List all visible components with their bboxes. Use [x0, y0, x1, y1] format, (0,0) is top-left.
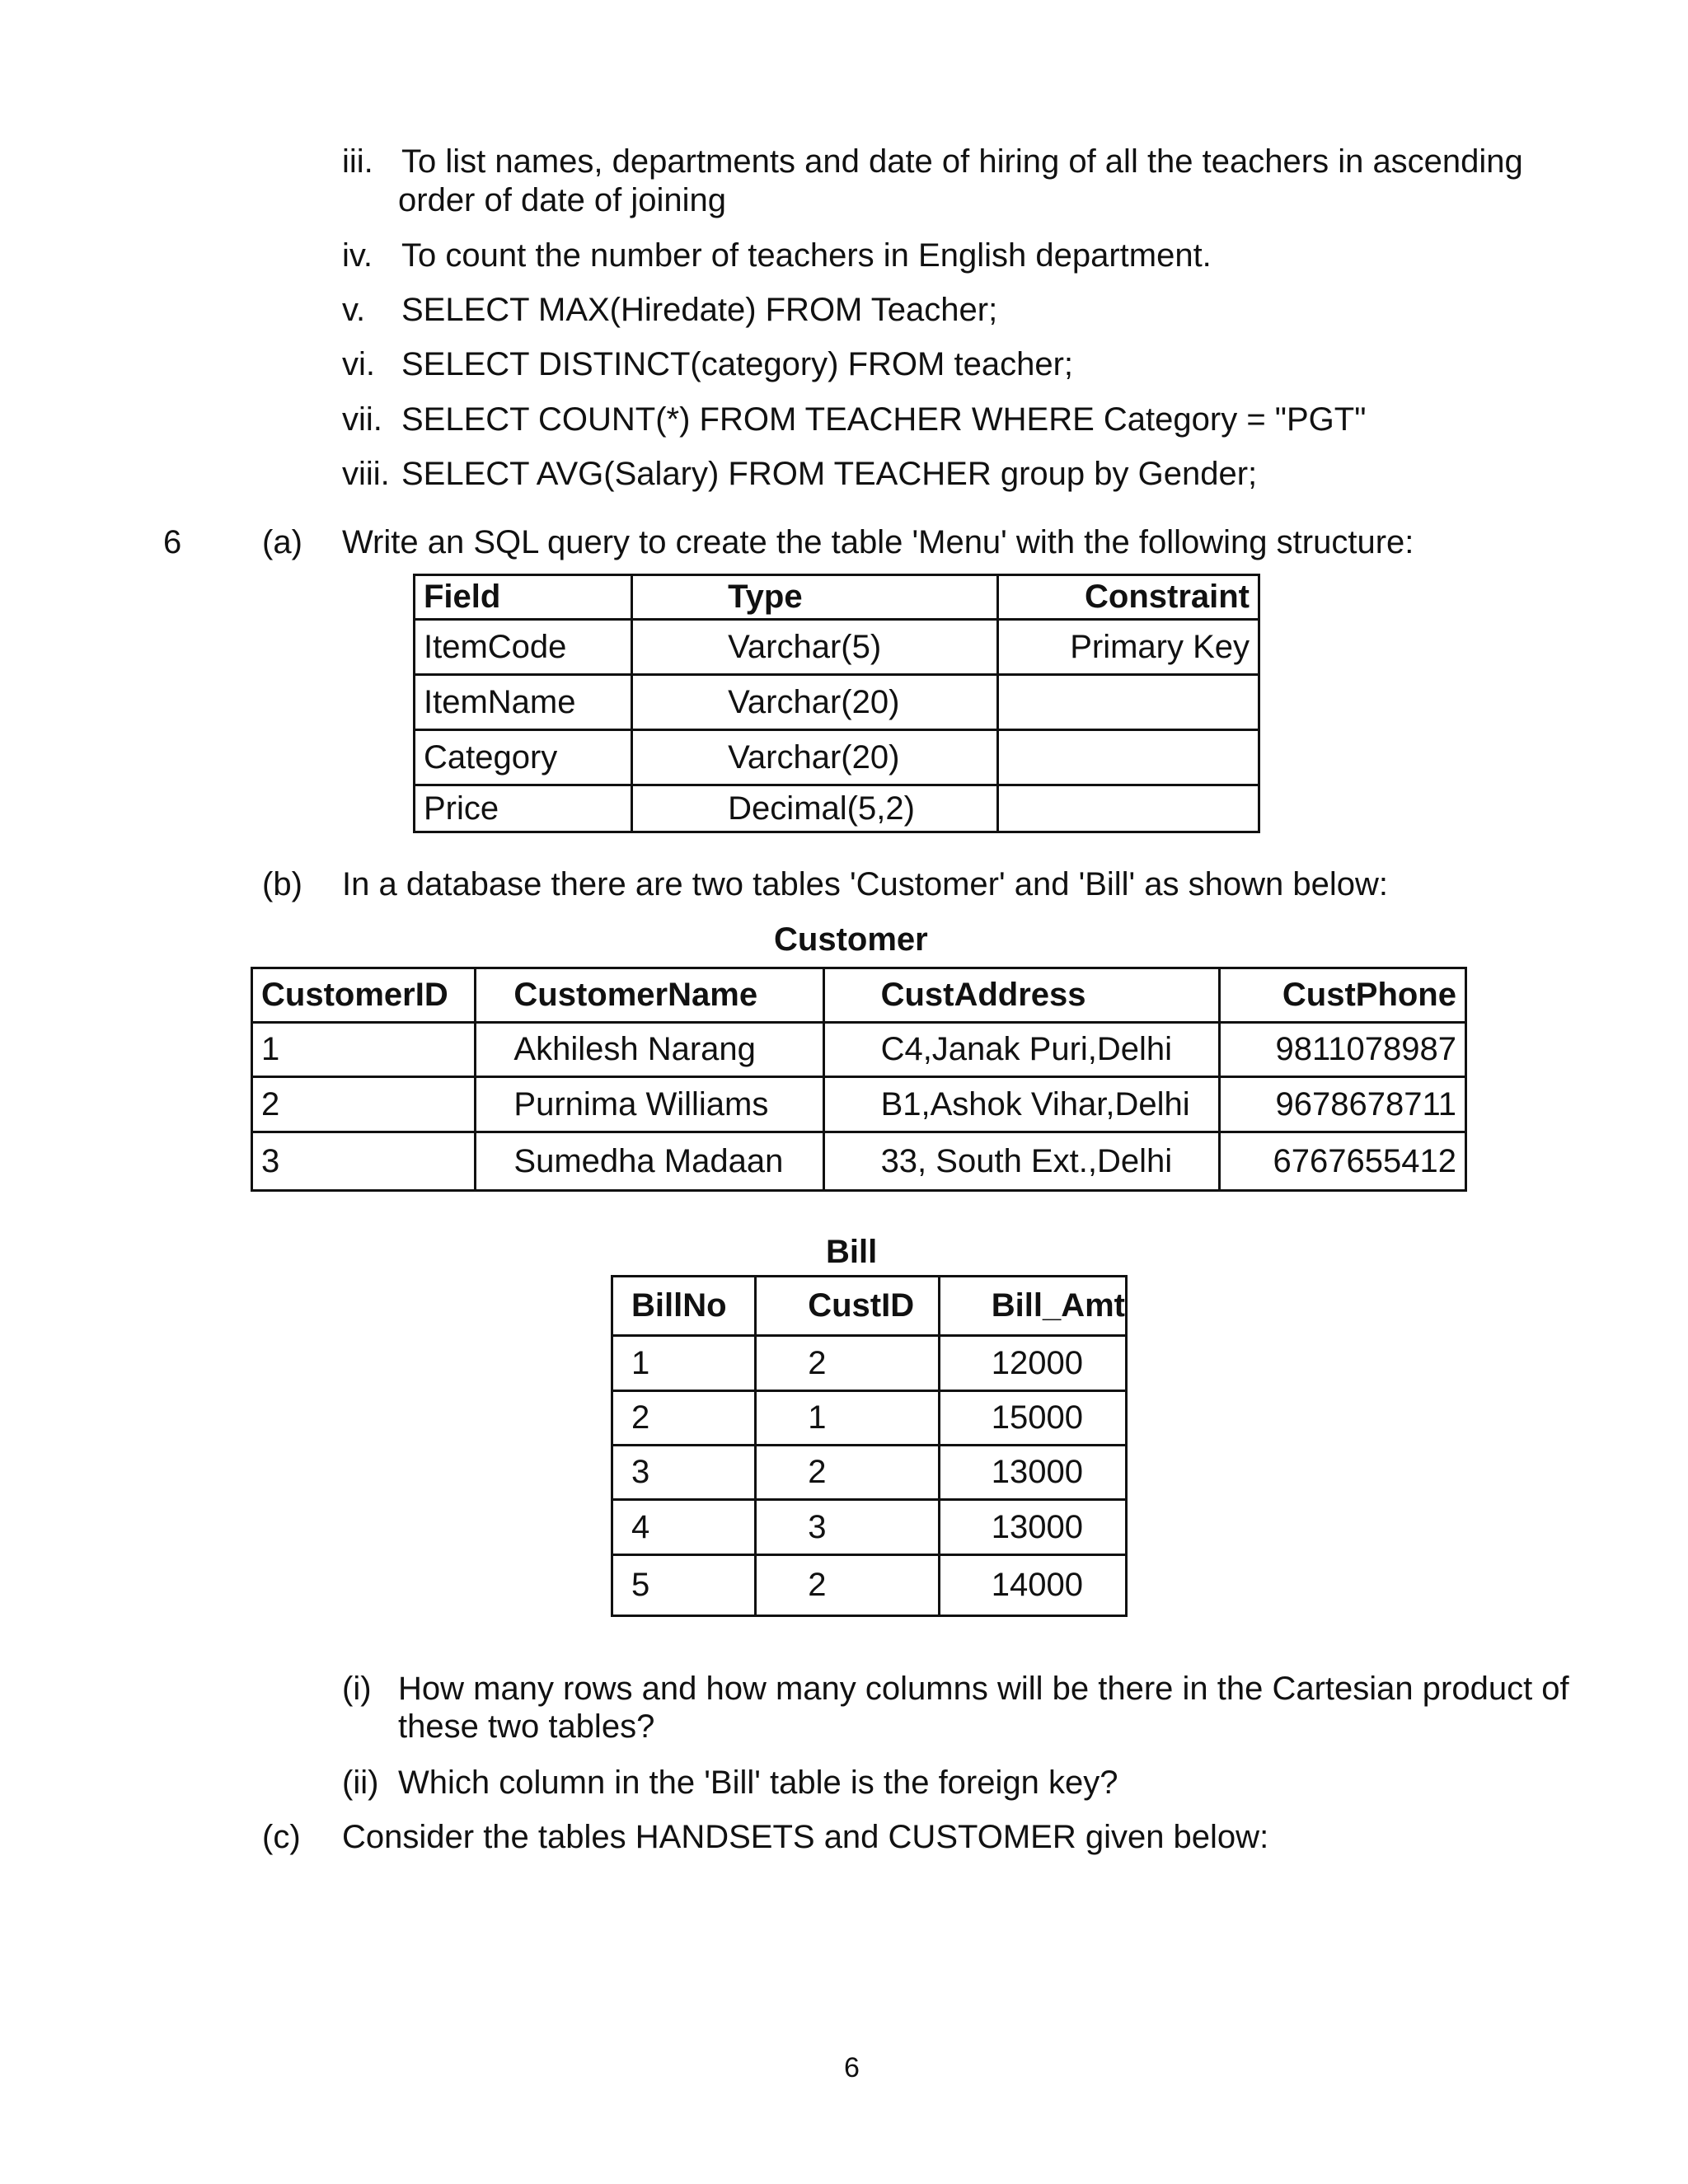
bill-table: [611, 1275, 1128, 1617]
table-header: CustAddress: [823, 968, 1219, 1023]
item-number: v.: [342, 292, 366, 328]
item-number: vi.: [342, 346, 375, 382]
part-label-b: (b): [262, 866, 302, 902]
table-cell: 3: [252, 1132, 476, 1191]
table-cell: 3: [612, 1446, 756, 1500]
item-text: SELECT MAX(Hiredate) FROM Teacher;: [401, 292, 998, 328]
table-header: CustomerName: [476, 968, 823, 1023]
table-row: [252, 1132, 1466, 1191]
customer-table: [251, 967, 1467, 1192]
sub-question-text: Which column in the 'Bill' table is the foreign key?: [398, 1765, 1118, 1801]
table-cell: 2: [612, 1391, 756, 1446]
table-cell: 6767655412: [1219, 1132, 1465, 1191]
table-cell: ItemCode: [415, 620, 632, 675]
table-cell: [997, 785, 1259, 832]
sub-question-number: (ii): [342, 1765, 379, 1801]
sub-question-text: How many rows and how many columns will be there in the Cartesian product of: [398, 1671, 1569, 1707]
table-cell: 14000: [939, 1555, 1126, 1616]
item-number: iii.: [342, 143, 373, 180]
table-cell: Primary Key: [997, 620, 1259, 675]
part-label-c: (c): [262, 1819, 301, 1855]
table-cell: Decimal(5,2): [632, 785, 998, 832]
table-row: [612, 1336, 1127, 1391]
table-row: [612, 1446, 1127, 1500]
customer-table-title: Customer: [774, 921, 928, 958]
table-cell: 5: [612, 1555, 756, 1616]
sub-question-text-cont: these two tables?: [398, 1708, 655, 1745]
part-a-text: Write an SQL query to create the table 'Menu' with the following structure:: [342, 524, 1414, 560]
table-cell: 1: [252, 1023, 476, 1077]
table-row: [415, 620, 1259, 675]
table-cell: 1: [612, 1336, 756, 1391]
table-cell: 13000: [939, 1446, 1126, 1500]
table-cell: 2: [756, 1446, 940, 1500]
table-cell: 9678678711: [1219, 1077, 1465, 1132]
table-cell: B1,Ashok Vihar,Delhi: [823, 1077, 1219, 1132]
table-header: Type: [632, 575, 998, 620]
table-cell: C4,Janak Puri,Delhi: [823, 1023, 1219, 1077]
table-cell: Price: [415, 785, 632, 832]
sub-question-number: (i): [342, 1671, 372, 1707]
table-cell: Purnima Williams: [476, 1077, 823, 1132]
table-cell: 15000: [939, 1391, 1126, 1446]
part-b-text: In a database there are two tables 'Customer' and 'Bill' as shown below:: [342, 866, 1389, 902]
table-row: [415, 675, 1259, 730]
table-row: [415, 730, 1259, 785]
table-cell: 2: [252, 1077, 476, 1132]
table-header: CustomerID: [252, 968, 476, 1023]
table-cell: 9811078987: [1219, 1023, 1465, 1077]
table-cell: 33, South Ext.,Delhi: [823, 1132, 1219, 1191]
question-number: 6: [163, 524, 182, 560]
table-cell: 12000: [939, 1336, 1126, 1391]
item-number: viii.: [342, 456, 390, 492]
table-row: [612, 1391, 1127, 1446]
table-header: CustID: [756, 1277, 940, 1336]
table-header: CustPhone: [1219, 968, 1465, 1023]
part-label-a: (a): [262, 524, 302, 560]
table-cell: 3: [756, 1500, 940, 1555]
table-cell: 2: [756, 1555, 940, 1616]
table-cell: Akhilesh Narang: [476, 1023, 823, 1077]
table-cell: 13000: [939, 1500, 1126, 1555]
table-row: [612, 1500, 1127, 1555]
table-cell: [997, 675, 1259, 730]
table-header: Constraint: [997, 575, 1259, 620]
table-header: Bill_Amt: [939, 1277, 1126, 1336]
item-number: iv.: [342, 237, 373, 274]
menu-structure-table: [413, 574, 1260, 833]
table-row: [252, 1023, 1466, 1077]
item-text: SELECT DISTINCT(category) FROM teacher;: [401, 346, 1073, 382]
table-cell: Varchar(5): [632, 620, 998, 675]
table-cell: ItemName: [415, 675, 632, 730]
item-text: To list names, departments and date of hiring of all the teachers in ascending: [401, 143, 1523, 180]
table-cell: 2: [756, 1336, 940, 1391]
item-text: SELECT AVG(Salary) FROM TEACHER group by Gender;: [401, 456, 1258, 492]
table-header: Field: [415, 575, 632, 620]
table-cell: [997, 730, 1259, 785]
bill-table-title: Bill: [826, 1234, 878, 1270]
table-cell: 1: [756, 1391, 940, 1446]
item-text: SELECT COUNT(*) FROM TEACHER WHERE Category = "PGT": [401, 401, 1367, 438]
table-cell: Varchar(20): [632, 675, 998, 730]
part-c-text: Consider the tables HANDSETS and CUSTOMER given below:: [342, 1819, 1269, 1855]
table-cell: Varchar(20): [632, 730, 998, 785]
item-text: To count the number of teachers in English department.: [401, 237, 1212, 274]
table-header: BillNo: [612, 1277, 756, 1336]
page-number: 6: [844, 2052, 860, 2083]
item-text-cont: order of date of joining: [398, 182, 727, 218]
table-cell: Category: [415, 730, 632, 785]
table-cell: 4: [612, 1500, 756, 1555]
table-row: [612, 1555, 1127, 1616]
table-cell: Sumedha Madaan: [476, 1132, 823, 1191]
table-row: [415, 785, 1259, 832]
table-row: [252, 1077, 1466, 1132]
item-number: vii.: [342, 401, 382, 438]
